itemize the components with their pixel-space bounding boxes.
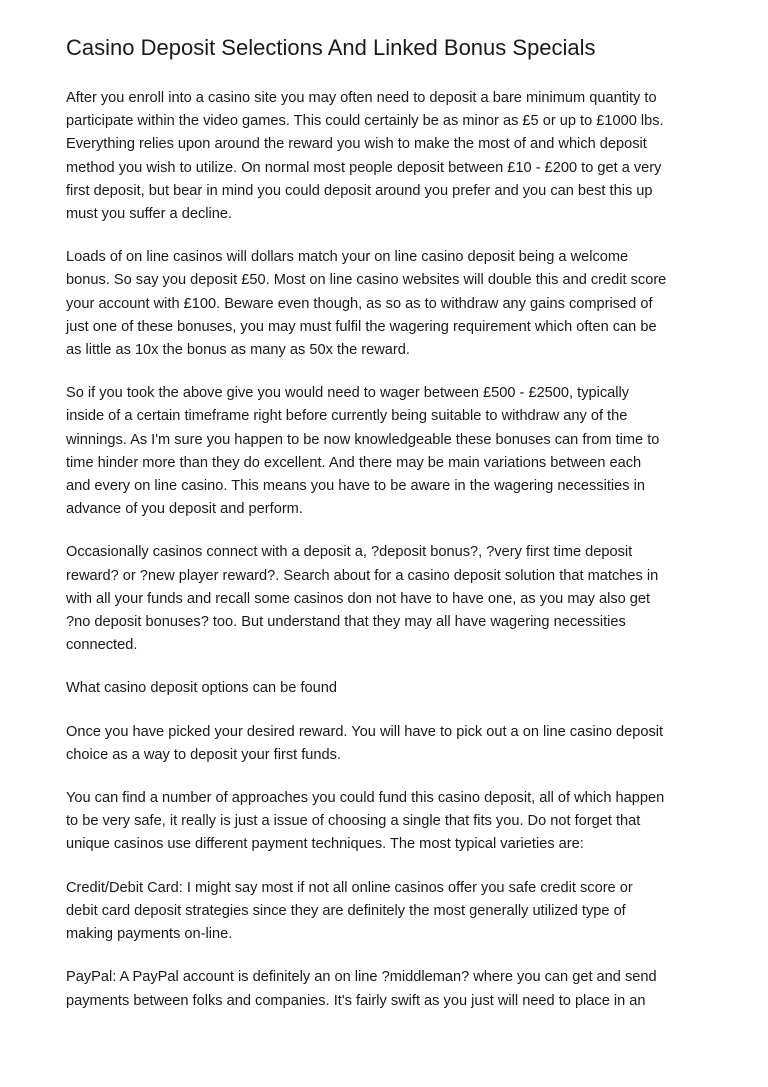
text-line: winnings. As I'm sure you happen to be now knowledgeable these bonuses can from time to (66, 431, 660, 448)
paragraph (66, 966, 716, 1012)
paragraph (66, 541, 716, 657)
document-body (66, 87, 716, 1033)
text-line: So if you took the above give you would need to wager between £500 - £2500, typically (66, 385, 630, 402)
text-line: debit card deposit strategies since they are definitely the most generally utilized type of (66, 902, 626, 919)
text-line: Credit/Debit Card: I might say most if not all online casinos offer you safe credit score or (66, 879, 633, 896)
text-line: must you suffer a decline. (66, 206, 233, 223)
text-line: as little as 10x the bonus as many as 50x the reward. (66, 342, 410, 359)
paragraph (66, 721, 716, 767)
text-line: Loads of on line casinos will dollars match your on line casino deposit being a welcome (66, 249, 629, 266)
paragraph (66, 382, 716, 521)
text-line: unique casinos use different payment techniques. The most typical varieties are: (66, 836, 584, 853)
text-line: making payments on-line. (66, 926, 233, 943)
text-line: payments between folks and companies. It's fairly swift as you just will need to place in an (66, 992, 646, 1009)
text-line: choice as a way to deposit your first funds. (66, 746, 341, 763)
text-line: participate within the video games. This could certainly be as minor as £5 or up to £1000 lbs. (66, 113, 664, 130)
text-line: bonus. So say you deposit £50. Most on line casino websites will double this and credit score (66, 272, 667, 289)
text-line: first deposit, but bear in mind you could deposit around you prefer and you can best this up (66, 182, 653, 199)
paragraph (66, 87, 716, 226)
text-line: You can find a number of approaches you could fund this casino deposit, all of which happen (66, 790, 665, 807)
text-line: to be very safe, it really is just a issue of choosing a single that fits you. Do not forget that (66, 813, 641, 830)
paragraph (66, 877, 716, 947)
text-line: advance of you deposit and perform. (66, 501, 303, 518)
text-line: just one of these bonuses, you may must fulfil the wagering requirement which often can be (66, 318, 657, 335)
text-line: Occasionally casinos connect with a deposit a, ?deposit bonus?, ?very first time deposit (66, 544, 633, 561)
paragraph (66, 677, 716, 700)
text-line: inside of a certain timeframe right before currently being suitable to withdraw any of the (66, 408, 628, 425)
paragraph (66, 787, 716, 857)
text-line: After you enroll into a casino site you may often need to deposit a bare minimum quantity to (66, 90, 657, 106)
text-line: and every on line casino. This means you have to be aware in the wagering necessities in (66, 478, 645, 495)
text-line: connected. (66, 637, 138, 654)
text-line: Once you have picked your desired reward. You will have to pick out a on line casino deposit (66, 723, 664, 740)
paragraph (66, 246, 716, 362)
text-line: with all your funds and recall some casinos don not have to have one, as you may also get (66, 590, 651, 607)
text-line: reward? or ?new player reward?. Search about for a casino deposit solution that matches in (66, 567, 659, 584)
text-line: your account with £100. Beware even though, as so as to withdraw any gains comprised of (66, 295, 653, 312)
text-line: What casino deposit options can be found (66, 680, 337, 697)
page-title: Casino Deposit Selections And Linked Bonus Specials (66, 35, 596, 60)
text-line: PayPal: A PayPal account is definitely an on line ?middleman? where you can get and send (66, 969, 657, 986)
text-line: Everything relies upon around the reward you wish to make the most of and which deposit (66, 136, 647, 153)
text-line: method you wish to utilize. On normal most people deposit between £10 - £200 to get a very (66, 159, 662, 176)
text-line: ?no deposit bonuses? too. But understand that they may all have wagering necessities (66, 614, 626, 631)
text-line: time hinder more than they do excellent. And there may be main variations between each (66, 454, 642, 471)
